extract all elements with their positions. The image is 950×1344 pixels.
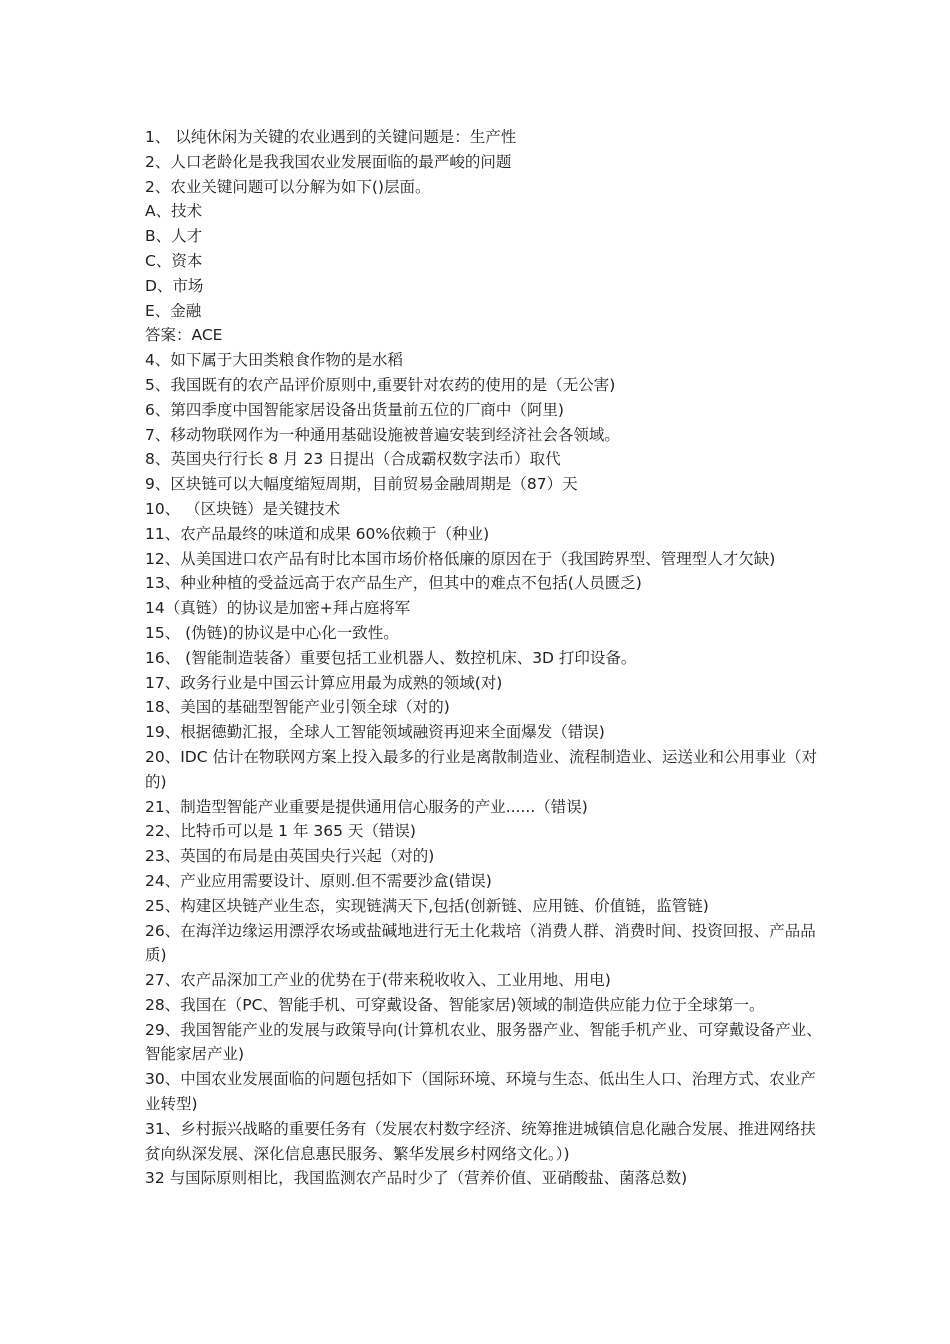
text-line: 14（真链）的协议是加密+拜占庭将军: [145, 599, 411, 618]
text-line: 20、IDC 估计在物联网方案上投入最多的行业是离散制造业、流程制造业、运送业和公用事业（对的): [145, 747, 817, 791]
text-line: 25、构建区块链产业生态，实现链满天下,包括(创新链、应用链、价值链，监管链): [145, 896, 709, 915]
text-line: 11、农产品最终的味道和成果 60%依赖于（种业): [145, 524, 490, 543]
text-line: 19、根据德勤汇报，全球人工智能领域融资再迎来全面爆发（错误): [145, 723, 605, 742]
text-line: 18、美国的基础型智能产业引领全球（对的): [145, 698, 450, 717]
text-line: 5、我国既有的农产品评价原则中,重要针对农药的使用的是（无公害): [145, 375, 616, 394]
text-line: 10、 （区块链）是关键技术: [145, 499, 341, 518]
text-line: 23、英国的布局是由英国央行兴起（对的): [145, 847, 435, 866]
text-line: 29、我国智能产业的发展与政策导向(计算机农业、服务器产业、智能手机产业、可穿戴设备产业、智能家居产业): [145, 1020, 822, 1064]
text-line: 7、移动物联网作为一种通用基础设施被普遍安装到经济社会各领域。: [145, 425, 620, 444]
option-line: A、技术: [145, 202, 203, 221]
text-line: 17、政务行业是中国云计算应用最为成熟的领域(对): [145, 673, 503, 692]
answer-line: 答案：ACE: [145, 326, 223, 345]
document-body: [145, 125, 825, 1191]
text-line: 13、种业种植的受益远高于农产品生产，但其中的难点不包括(人员匮乏): [145, 574, 642, 593]
text-line: 8、英国央行行长 8 月 23 日提出（合成霸权数字法币）取代: [145, 450, 561, 469]
option-line: E、金融: [145, 301, 202, 320]
text-line: 16、 (智能制造装备）重要包括工业机器人、数控机床、3D 打印设备。: [145, 648, 637, 667]
option-line: C、资本: [145, 251, 203, 270]
text-line: 32 与国际原则相比，我国监测农产品时少了（营养价值、亚硝酸盐、菌落总数): [145, 1169, 688, 1188]
option-line: B、人才: [145, 227, 203, 246]
option-line: D、市场: [145, 276, 204, 295]
text-line: 28、我国在（PC、智能手机、可穿戴设备、智能家居)领域的制造供应能力位于全球第一。: [145, 995, 765, 1014]
text-line: 1、 以纯休闲为关键的农业遇到的关键问题是：生产性: [145, 128, 517, 146]
text-line: 2、人口老龄化是我我国农业发展面临的最严峻的问题: [145, 152, 512, 171]
text-line: 24、产业应用需要设计、原则.但不需要沙盒(错误): [145, 871, 492, 890]
text-line: 26、在海洋边缘运用漂浮农场或盐碱地进行无土化栽培（消费人群、消费时间、投资回报、产品品质): [145, 921, 816, 965]
text-line: 12、从美国进口农产品有时比本国市场价格低廉的原因在于（我国跨界型、管理型人才欠缺): [145, 549, 776, 568]
text-line: 2、农业关键问题可以分解为如下()层面。: [145, 177, 431, 196]
text-line: 27、农产品深加工产业的优势在于(带来税收收入、工业用地、用电): [145, 971, 611, 990]
text-line: 30、中国农业发展面临的问题包括如下（国际环境、环境与生态、低出生人口、治理方式、农业产业转型): [145, 1070, 816, 1114]
text-line: 31、乡村振兴战略的重要任务有（发展农村数字经济、统筹推进城镇信息化融合发展、推进网络扶贫向纵深发展、深化信息惠民服务、繁华发展乡村网络文化。）): [145, 1119, 816, 1163]
text-line: 22、比特币可以是 1 年 365 天（错误): [145, 822, 416, 841]
text-line: 4、如下属于大田类粮食作物的是水稻: [145, 351, 403, 370]
text-line: 15、 (伪链)的协议是中心化一致性。: [145, 623, 399, 642]
text-line: 9、区块链可以大幅度缩短周期，目前贸易金融周期是（87）天: [145, 475, 578, 494]
text-line: 6、第四季度中国智能家居设备出货量前五位的厂商中（阿里): [145, 400, 564, 419]
text-line: 21、制造型智能产业重要是提供通用信心服务的产业......（错误): [145, 797, 588, 816]
